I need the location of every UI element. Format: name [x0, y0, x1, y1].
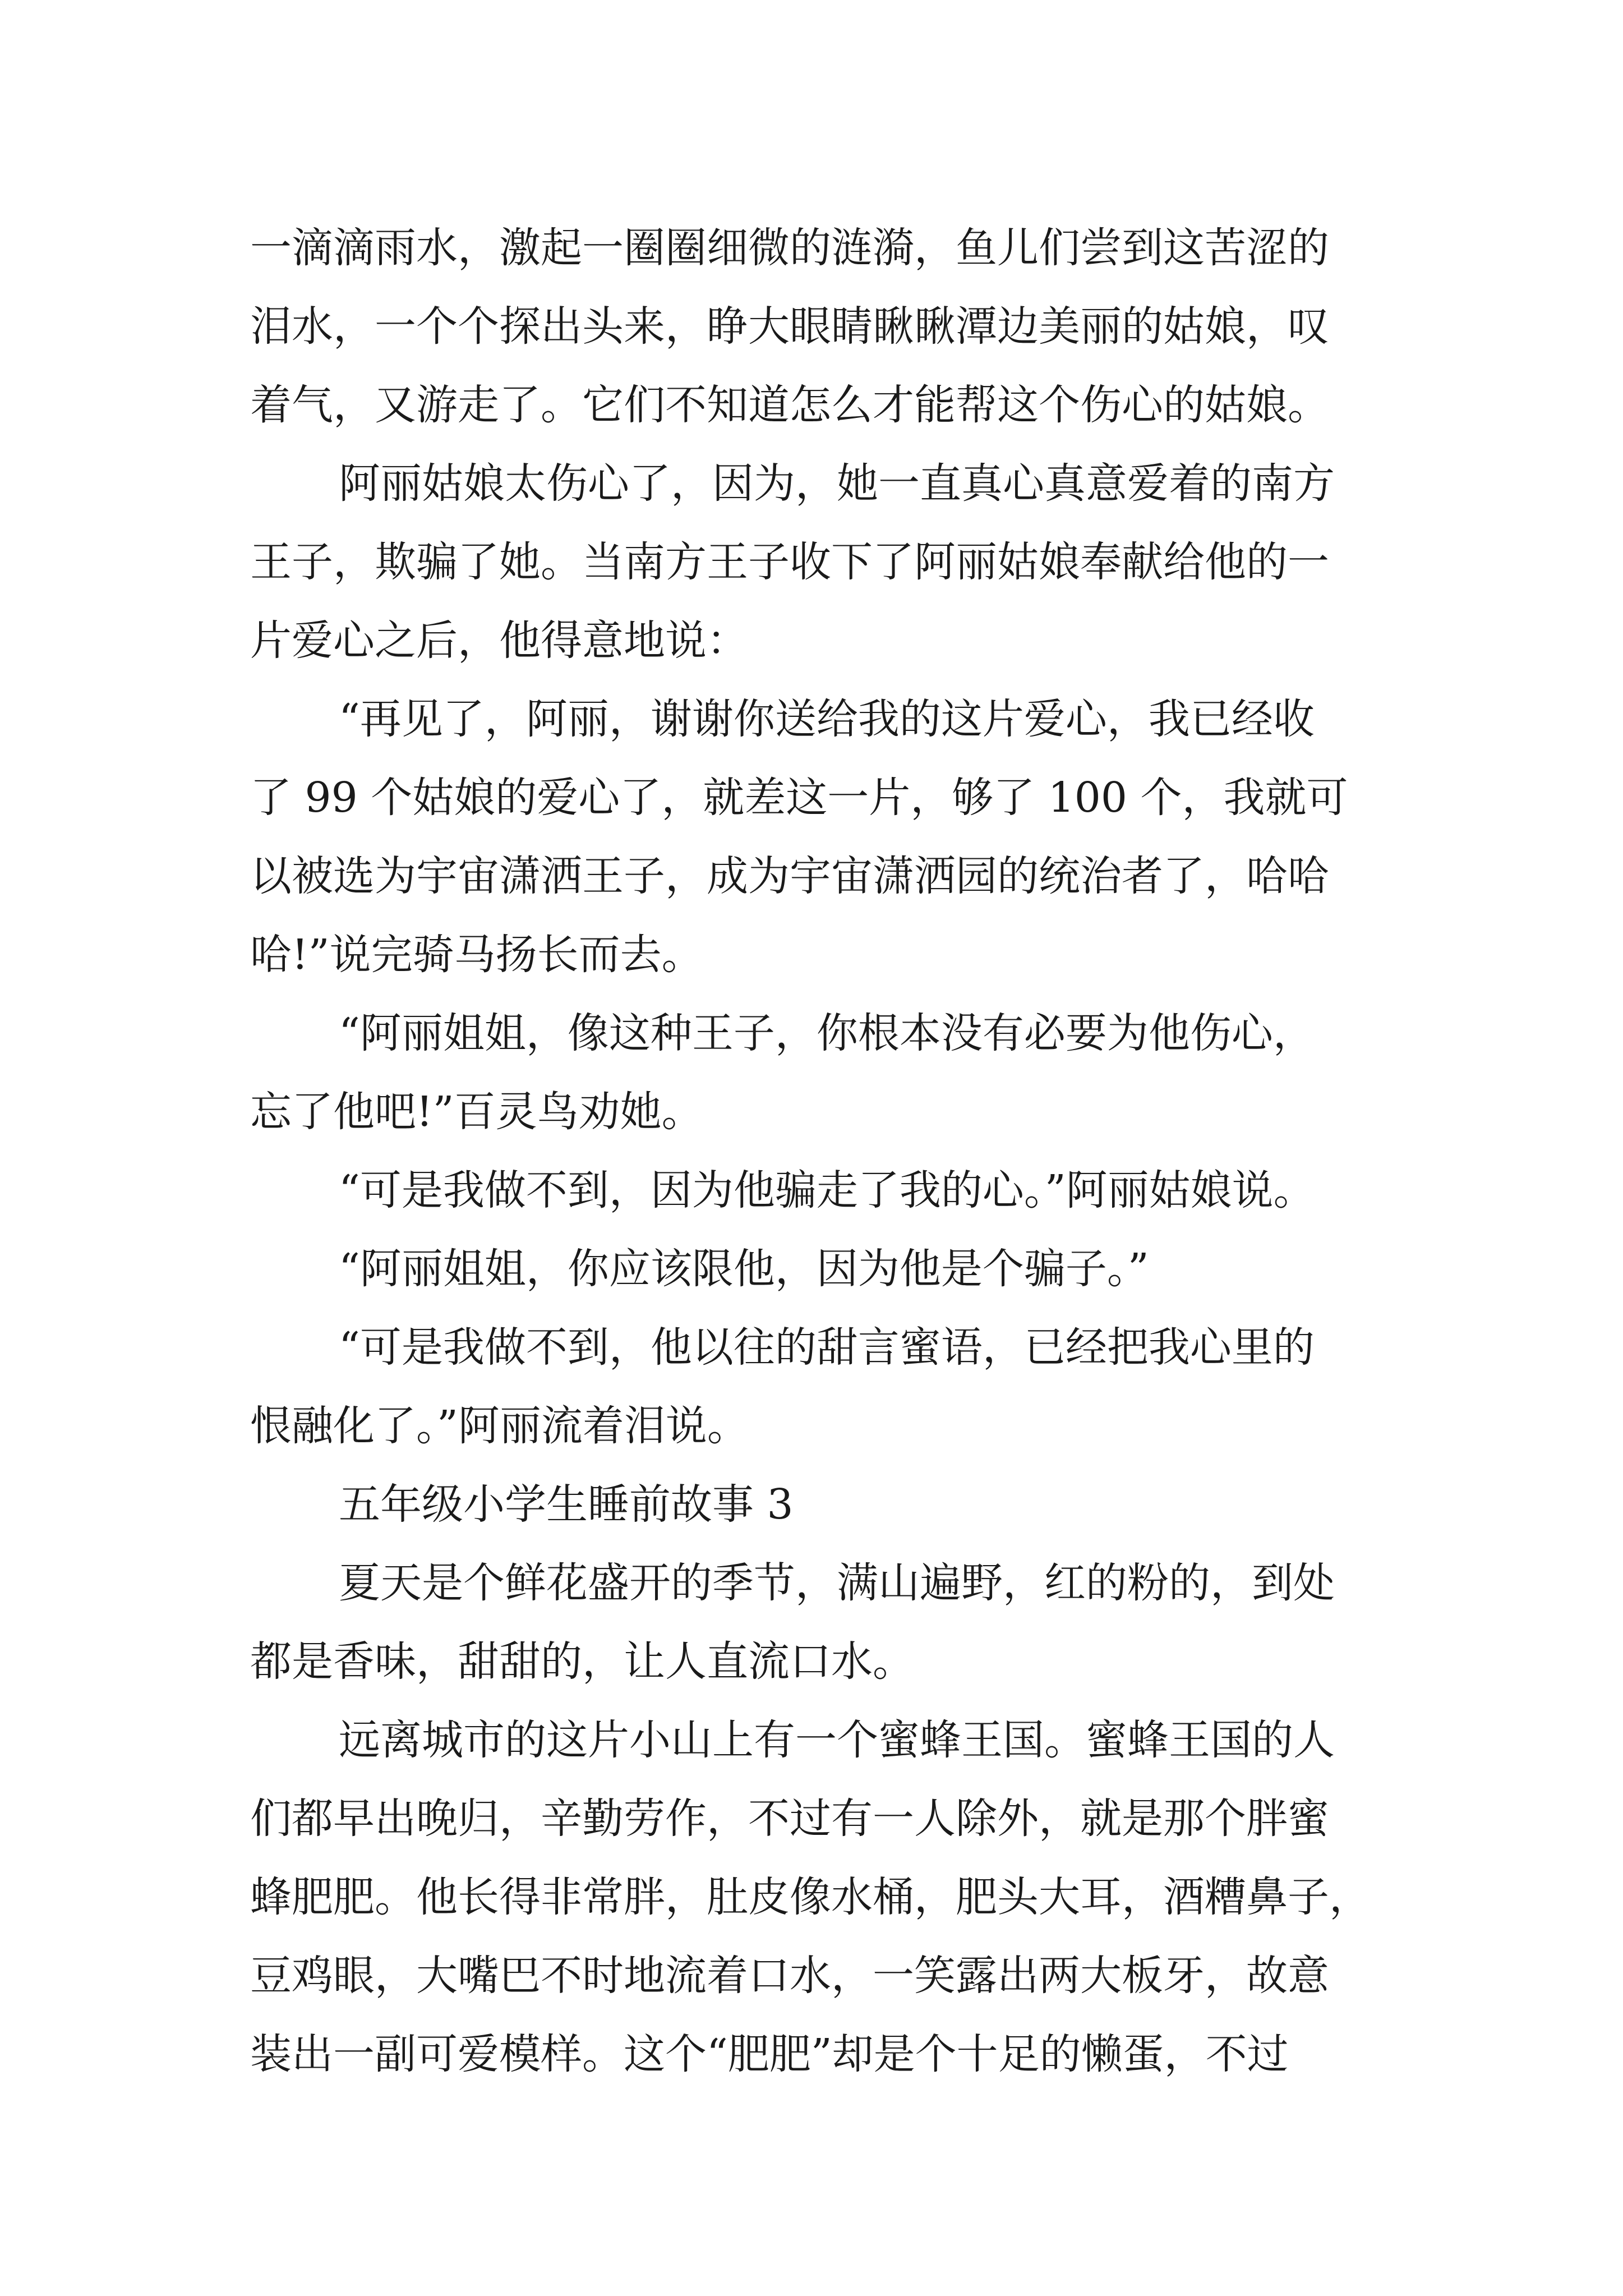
- text-line: 以被选为宇宙潇洒王子，成为宇宙潇洒园的统治者了，哈哈: [250, 852, 1329, 900]
- text-line: 一滴滴雨水，激起一圈圈细微的涟漪，鱼儿们尝到这苦涩的: [250, 224, 1329, 272]
- text-line: “再见了，阿丽，谢谢你送给我的这片爱心，我已经收: [339, 695, 1315, 743]
- text-line: 王子，欺骗了她。当南方王子收下了阿丽姑娘奉献给他的一: [250, 538, 1329, 586]
- text-line: 片爱心之后，他得意地说：: [250, 616, 748, 665]
- text-line: “可是我做不到，因为他骗走了我的心。”阿丽姑娘说。: [339, 1166, 1315, 1214]
- text-line: 泪水，一个个探出头来，睁大眼睛瞅瞅潭边美丽的姑娘，叹: [250, 302, 1329, 351]
- text-line: 装出一副可爱模样。这个“肥肥”却是个十足的懒蛋，不过: [250, 2030, 1289, 2078]
- text-line: 们都早出晚归，辛勤劳作，不过有一人除外，就是那个胖蜜: [250, 1795, 1329, 1843]
- text-line: 了 99 个姑娘的爱心了，就差这一片，够了 100 个，我就可: [250, 774, 1348, 822]
- text-line: “阿丽姐姐，像这种王子，你根本没有必要为他伤心，: [339, 1009, 1315, 1057]
- text-line: 着气，又游走了。它们不知道怎么才能帮这个伤心的姑娘。: [250, 381, 1329, 429]
- text-line: 夏天是个鲜花盛开的季节，满山遍野，红的粉的，到处: [339, 1559, 1335, 1607]
- text-line: 都是香味，甜甜的，让人直流口水。: [250, 1637, 914, 1686]
- text-line: 五年级小学生睡前故事 3: [339, 1480, 794, 1529]
- text-line: 豆鸡眼，大嘴巴不时地流着口水，一笑露出两大板牙，故意: [250, 1952, 1329, 2000]
- text-line: 蜂肥肥。他长得非常胖，肚皮像水桶，肥头大耳，酒糟鼻子，: [250, 1873, 1371, 1921]
- document-body: [250, 209, 1389, 2093]
- text-line: “可是我做不到，他以往的甜言蜜语，已经把我心里的: [339, 1323, 1315, 1372]
- text-line: 忘了他吧!”百灵鸟劝她。: [250, 1088, 703, 1136]
- text-line: 阿丽姑娘太伤心了，因为，她一直真心真意爱着的南方: [339, 459, 1335, 508]
- text-line: “阿丽姐姐，你应该限他，因为他是个骗子。”: [339, 1245, 1149, 1293]
- text-line: 远离城市的这片小山上有一个蜜蜂王国。蜜蜂王国的人: [339, 1716, 1335, 1764]
- text-line: 哈!”说完骑马扬长而去。: [250, 931, 703, 979]
- text-line: 恨融化了。”阿丽流着泪说。: [250, 1402, 749, 1450]
